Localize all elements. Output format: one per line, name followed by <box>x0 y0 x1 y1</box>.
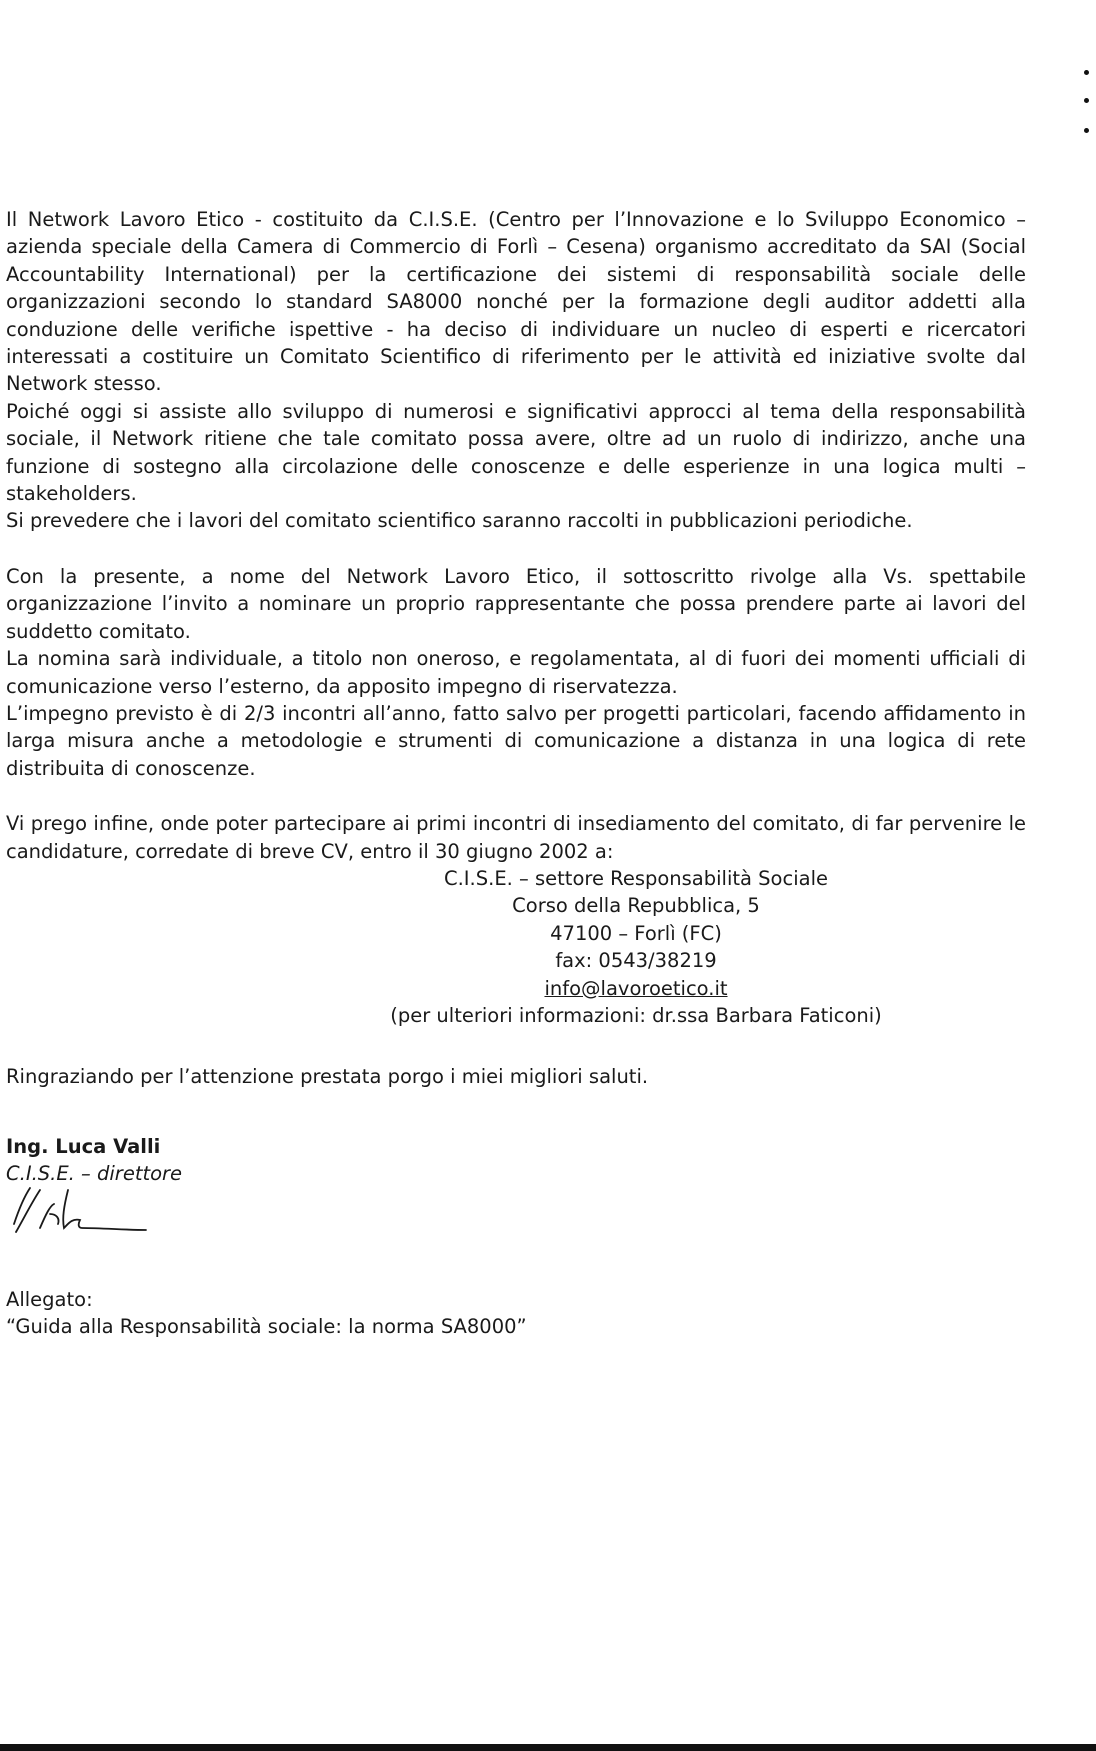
address-line-info: (per ulteriori informazioni: dr.ssa Barbara Faticoni) <box>390 1003 882 1027</box>
attachment-label: Allegato: <box>6 1287 93 1311</box>
address-line-city: 47100 – Forlì (FC) <box>550 921 722 945</box>
paragraph-invitation: Con la presente, a nome del Network Lavoro Etico, il sottoscritto rivolge alla Vs. spettabile organizzazione l’invito a nominare un proprio rappresentante che possa prendere parte ai lavori del suddetto comitato. <box>6 564 1026 643</box>
address-line-office: C.I.S.E. – settore Responsabilità Sociale <box>443 866 828 890</box>
scan-margin-dots <box>1084 70 1090 146</box>
signer-name: Ing. Luca Valli <box>6 1134 161 1158</box>
paragraph-network-intro: Il Network Lavoro Etico - costituito da C.I.S.E. (Centro per l’Innovazione e lo Sviluppo Economico – azienda speciale della Camera di Commercio di Forlì – Cesena) organismo accreditato da SAI (Social Accountability International) per la certificazione dei sistemi di responsabilità sociale delle organizzazioni secondo lo standard SA8000 nonché per la formazione degli auditor addetti alla conduzione delle verifiche ispettive - ha deciso di individuare un nucleo di esperti e ricercatori interessati a costituire un Comitato Scientifico di riferimento per le attività ed iniziative svolte dal Network stesso. <box>6 208 1026 396</box>
email-link[interactable]: info@lavoroetico.it <box>544 976 728 1000</box>
signature-block <box>6 1133 1026 1240</box>
attachment-item: “Guida alla Responsabilità sociale: la norma SA8000” <box>6 1315 527 1338</box>
scan-dot <box>1084 98 1089 103</box>
attachment-block <box>6 1286 1026 1341</box>
paragraph-committee-purpose: Poiché oggi si assiste allo sviluppo di numerosi e significativi approcci al tema della responsabilità sociale, il Network ritiene che tale comitato possa avere, oltre ad un ruolo di indirizzo, anche una funzione di sostegno alla circolazione delle conoscenze e delle esperienze in una logica multi – stakeholders. <box>6 399 1026 506</box>
paragraph-nomination: La nomina sarà individuale, a titolo non oneroso, e regolamentata, al di fuori dei momenti ufficiali di comunicazione verso l’esterno, da apposito impegno di riservatezza. <box>6 647 1026 698</box>
letter-body <box>6 206 1026 1340</box>
scan-dot <box>1084 70 1089 75</box>
address-line-street: Corso della Repubblica, 5 <box>512 894 760 918</box>
scan-bottom-edge <box>0 1744 1096 1751</box>
signer-role: C.I.S.E. – direttore <box>6 1162 183 1186</box>
paragraph-deadline: Vi prego infine, onde poter partecipare ai primi incontri di insediamento del comitato, di far pervenire le candidature, corredate di breve CV, entro il 30 giugno 2002 a: <box>6 812 1026 863</box>
handwritten-signature-icon <box>6 1184 156 1240</box>
address-line-fax: fax: 0543/38219 <box>555 949 717 973</box>
paragraph-publications: Si prevedere che i lavori del comitato scientifico saranno raccolti in pubblicazioni periodiche. <box>6 509 913 533</box>
contact-address <box>336 865 936 1029</box>
closing-greeting: Ringraziando per l’attenzione prestata porgo i miei migliori saluti. <box>6 1065 649 1089</box>
paragraph-commitment: L’impegno previsto è di 2/3 incontri all’anno, fatto salvo per progetti particolari, facendo affidamento in larga misura anche a metodologie e strumenti di comunicazione a distanza in una logica di rete distribuita di conoscenze. <box>6 701 1026 780</box>
scan-dot <box>1084 128 1089 133</box>
